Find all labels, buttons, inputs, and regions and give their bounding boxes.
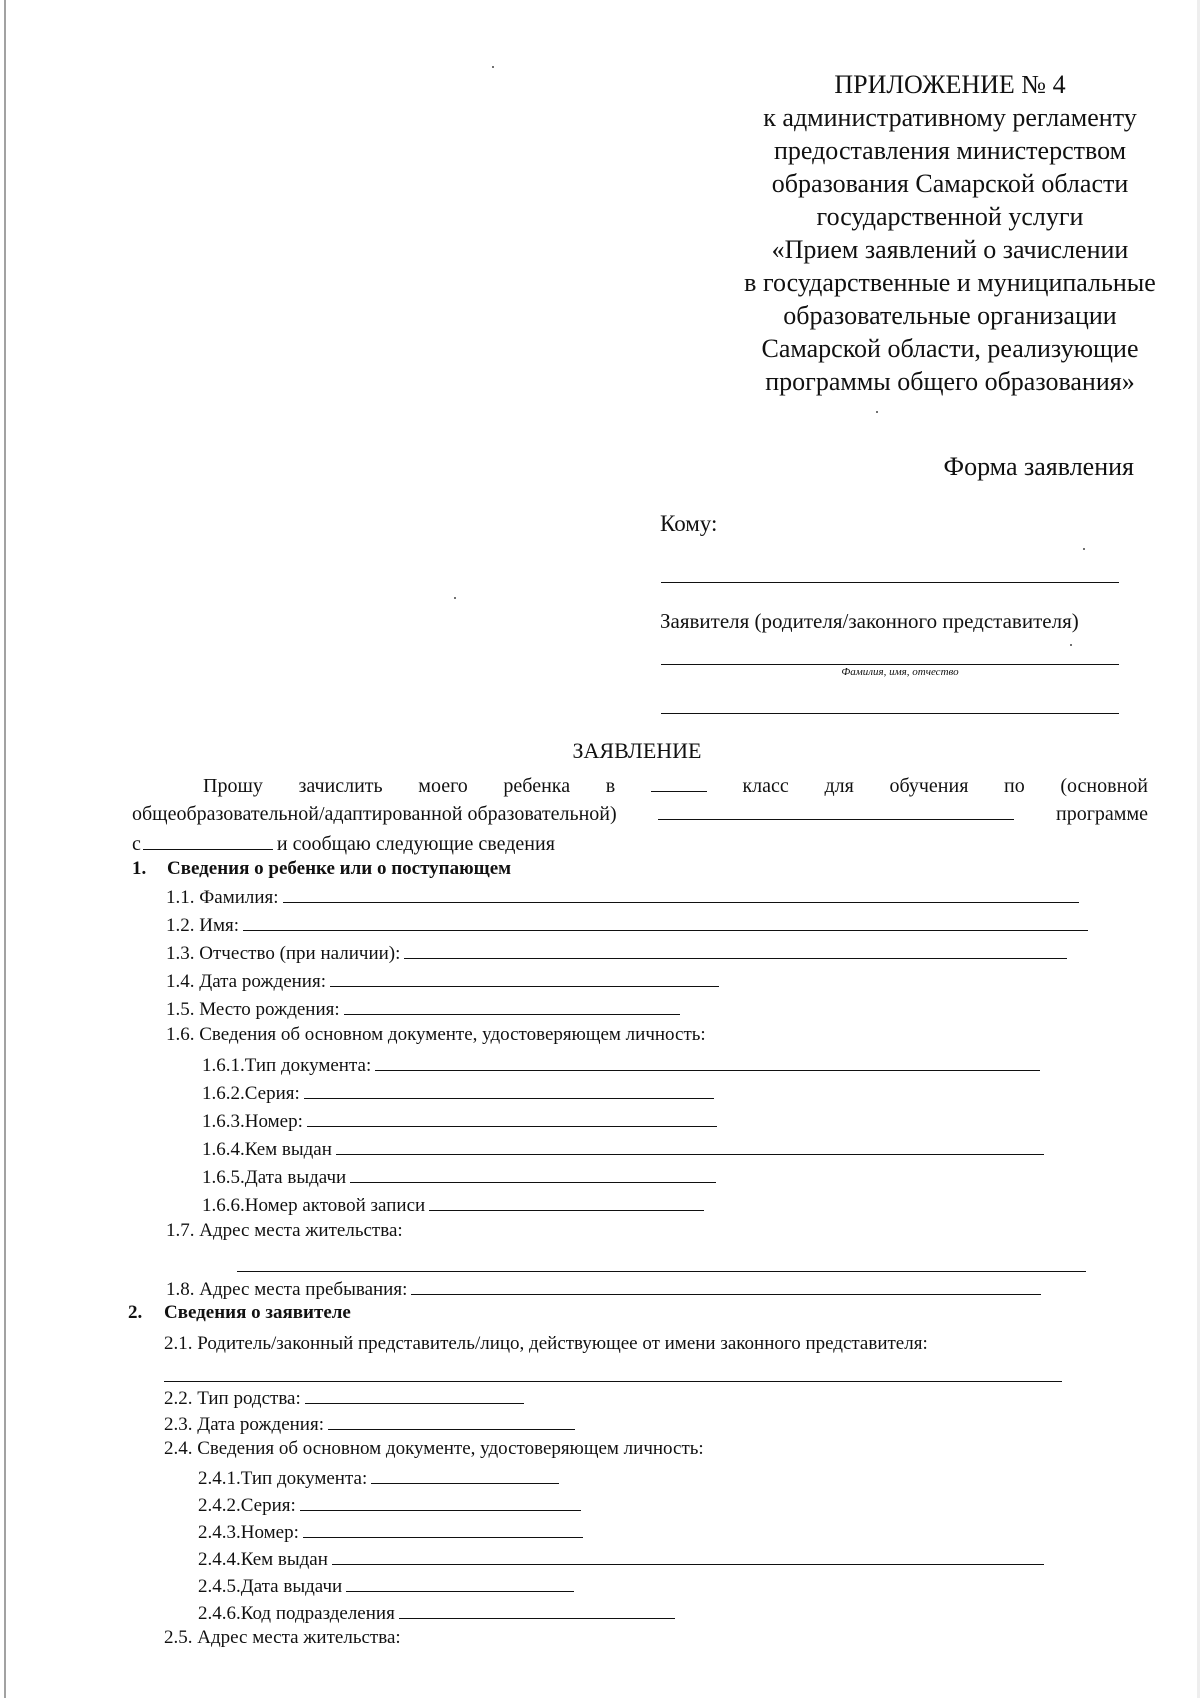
grade-field[interactable] — [651, 772, 707, 792]
field-row-s1-6 — [166, 1024, 706, 1046]
field-label: 1.6.2.Серия: — [202, 1083, 300, 1104]
field-label: 2.4.5.Дата выдачи — [198, 1576, 343, 1597]
field-row-s2-4-1 — [198, 1465, 559, 1490]
field-label: 2.1. Родитель/законный представитель/лицо, действующее от имени законного представителя: — [164, 1333, 928, 1354]
applicant-extra-field[interactable] — [661, 713, 1119, 714]
child-doc-issuer-field[interactable] — [336, 1136, 1044, 1155]
field-row-s1-6-6 — [202, 1192, 704, 1217]
field-row-s2-5 — [164, 1627, 401, 1649]
intro-text: программе — [1056, 803, 1148, 825]
section2-number: 2. — [128, 1302, 143, 1323]
field-label: 1.5. Место рождения: — [166, 999, 340, 1020]
first-name-field[interactable] — [243, 912, 1088, 931]
applicant-doc-number-field[interactable] — [303, 1519, 583, 1538]
department-code-field[interactable] — [399, 1600, 675, 1619]
field-label: 2.3. Дата рождения: — [164, 1414, 324, 1435]
intro-word: обучения — [889, 775, 969, 797]
field-row-s1-7 — [166, 1220, 403, 1242]
applicant-doc-series-field[interactable] — [300, 1492, 581, 1511]
intro-word: моего — [418, 775, 468, 797]
scan-speck — [454, 597, 456, 599]
field-row-s2-4-2 — [198, 1492, 581, 1517]
intro-text: общеобразовательной/адаптированной образовательной) — [132, 803, 617, 825]
scan-speck — [1083, 548, 1085, 550]
intro-text: с — [132, 833, 141, 855]
fio-caption: Фамилия, имя, отчество — [841, 666, 959, 678]
appendix-line: «Прием заявлений о зачислении — [771, 235, 1129, 264]
intro-word: ребенка — [503, 775, 571, 797]
field-row-s1-3 — [166, 940, 1067, 965]
child-stay-address-field[interactable] — [411, 1276, 1041, 1295]
field-row-s2-3 — [164, 1411, 575, 1436]
field-label: 2.4.1.Тип документа: — [198, 1468, 368, 1489]
intro-word: зачислить — [298, 775, 383, 797]
field-row-s1-2 — [166, 912, 1088, 937]
surname-field[interactable] — [283, 884, 1079, 903]
field-label: 2.4.2.Серия: — [198, 1495, 296, 1516]
scan-speck — [876, 411, 878, 413]
field-row-s1-4 — [166, 968, 719, 993]
applicant-name-field[interactable] — [661, 664, 1119, 665]
appendix-line: программы общего образования» — [765, 367, 1135, 396]
document-heading: ЗАЯВЛЕНИЕ — [572, 738, 702, 763]
appendix-line: образования Самарской области — [771, 169, 1129, 198]
field-row-s1-5 — [166, 996, 680, 1021]
intro-word: в — [605, 775, 616, 797]
field-label: 2.5. Адрес места жительства: — [164, 1627, 401, 1648]
applicant-doc-issue-date-field[interactable] — [346, 1573, 574, 1592]
appendix-line: Самарской области, реализующие — [761, 334, 1139, 363]
appendix-line: ПРИЛОЖЕНИЕ № 4 — [834, 70, 1066, 99]
field-label: 1.6. Сведения об основном документе, удостоверяющем личность: — [166, 1024, 706, 1045]
field-label: 1.6.5.Дата выдачи — [202, 1167, 347, 1188]
scan-edge-left — [4, 0, 6, 1698]
applicant-label: Заявителя (родителя/законного представителя) — [660, 609, 1079, 633]
field-row-s1-6-2 — [202, 1080, 714, 1105]
birth-place-field[interactable] — [344, 996, 680, 1015]
section1-title: Сведения о ребенке или о поступающем — [167, 858, 512, 879]
field-label: 1.7. Адрес места жительства: — [166, 1220, 403, 1241]
form-title: Форма заявления — [943, 452, 1134, 481]
program-field[interactable] — [658, 800, 1014, 820]
recipient-field[interactable] — [661, 582, 1119, 583]
field-label: 1.8. Адрес места пребывания: — [166, 1279, 408, 1300]
start-date-field[interactable] — [143, 830, 273, 850]
intro-word: по — [1004, 775, 1025, 797]
relationship-type-field[interactable] — [305, 1385, 524, 1404]
child-doc-issue-date-field[interactable] — [350, 1164, 716, 1183]
birth-record-number-field[interactable] — [429, 1192, 704, 1211]
field-row-s2-4-4 — [198, 1546, 1044, 1571]
representative-field[interactable] — [164, 1381, 1062, 1382]
intro-word: Прошу — [203, 775, 263, 797]
child-doc-type-field[interactable] — [375, 1052, 1040, 1071]
field-row-s1-6-3 — [202, 1108, 717, 1133]
child-residence-field[interactable] — [237, 1271, 1086, 1272]
field-row-s1-8 — [166, 1276, 1041, 1301]
field-label: 2.4.4.Кем выдан — [198, 1549, 328, 1570]
intro-word: для — [824, 775, 854, 797]
appendix-line: к административному регламенту — [763, 103, 1137, 132]
field-row-s2-2 — [164, 1385, 524, 1410]
applicant-doc-issuer-field[interactable] — [332, 1546, 1044, 1565]
field-label: 1.6.3.Номер: — [202, 1111, 303, 1132]
child-doc-series-field[interactable] — [304, 1080, 714, 1099]
section2-title: Сведения о заявителе — [164, 1302, 351, 1323]
field-label: 1.4. Дата рождения: — [166, 971, 326, 992]
field-label: 1.1. Фамилия: — [166, 887, 279, 908]
field-label: 1.3. Отчество (при наличии): — [166, 943, 401, 964]
scan-speck — [492, 66, 494, 68]
intro-word: класс — [742, 775, 789, 797]
field-row-s1-6-5 — [202, 1164, 716, 1189]
intro-line-3 — [132, 830, 555, 856]
field-label: 2.4.3.Номер: — [198, 1522, 299, 1543]
field-label: 1.6.6.Номер актовой записи — [202, 1195, 426, 1216]
field-row-s2-4-3 — [198, 1519, 583, 1544]
child-doc-number-field[interactable] — [307, 1108, 717, 1127]
field-row-s1-6-4 — [202, 1136, 1044, 1161]
field-row-s2-4-5 — [198, 1573, 574, 1598]
field-label: 2.4.6.Код подразделения — [198, 1603, 395, 1624]
field-label: 1.6.4.Кем выдан — [202, 1139, 332, 1160]
intro-line-2 — [132, 800, 1148, 826]
field-label: 1.6.1.Тип документа: — [202, 1055, 372, 1076]
section2-heading — [128, 1302, 351, 1324]
field-label: 2.4. Сведения об основном документе, удостоверяющем личность: — [164, 1438, 704, 1459]
field-row-s2-4-6 — [198, 1600, 675, 1625]
section1-number: 1. — [132, 858, 147, 879]
birth-date-field[interactable] — [330, 968, 719, 987]
appendix-header — [640, 68, 1200, 398]
field-row-s2-1 — [164, 1333, 928, 1355]
recipient-label: Кому: — [660, 511, 718, 536]
intro-line-1 — [203, 772, 1148, 798]
appendix-line: образовательные организации — [783, 301, 1117, 330]
field-row-s1-1 — [166, 884, 1079, 909]
applicant-doc-type-field[interactable] — [371, 1465, 559, 1484]
field-row-s2-4 — [164, 1438, 704, 1460]
patronymic-field[interactable] — [404, 940, 1067, 959]
field-label: 2.2. Тип родства: — [164, 1388, 301, 1409]
appendix-line: предоставления министерством — [773, 136, 1127, 165]
appendix-line: государственной услуги — [816, 202, 1084, 231]
intro-word: (основной — [1060, 775, 1148, 797]
field-label: 1.2. Имя: — [166, 915, 240, 936]
applicant-birth-date-field[interactable] — [328, 1411, 575, 1430]
scan-speck — [1070, 644, 1072, 646]
section1-heading — [132, 858, 511, 880]
appendix-line: в государственные и муниципальные — [744, 268, 1156, 297]
intro-text: и сообщаю следующие сведения — [276, 833, 555, 855]
field-row-s1-6-1 — [202, 1052, 1040, 1077]
